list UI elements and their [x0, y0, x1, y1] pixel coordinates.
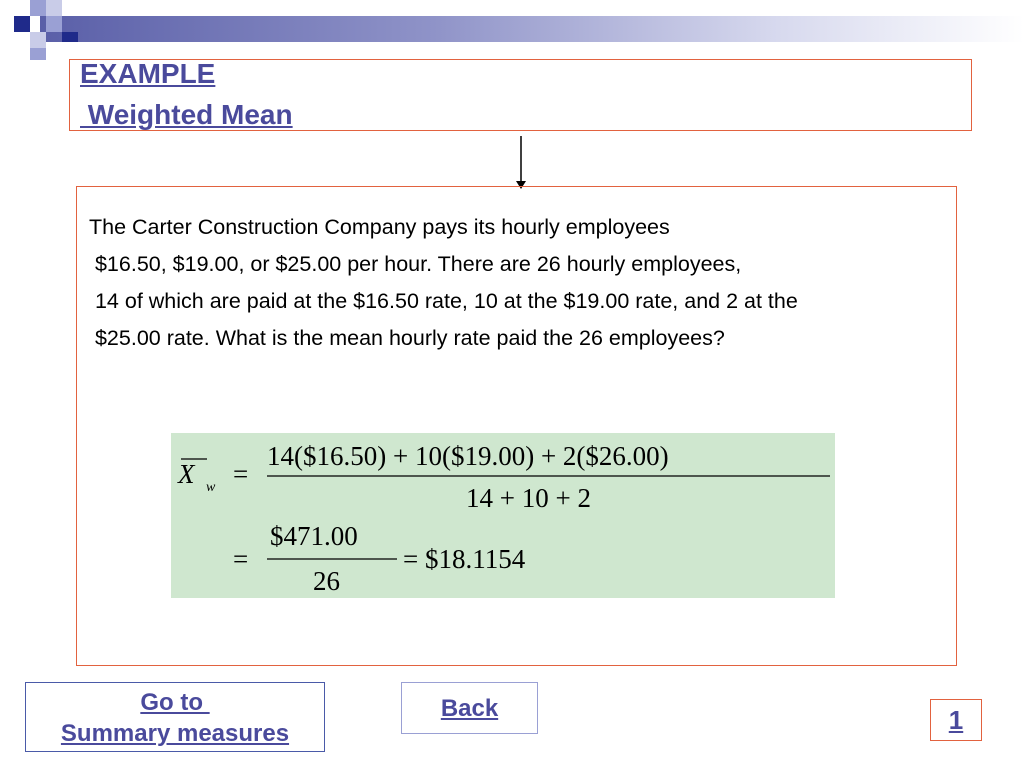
problem-text-line: $16.50, $19.00, or $25.00 per hour. There are 26 hourly employees,: [89, 252, 742, 276]
summary-button-line2: Summary measures: [60, 720, 290, 747]
deco-square: [30, 32, 46, 48]
step2-numerator: $471.00: [270, 521, 358, 551]
page-subtitle: Weighted Mean: [80, 99, 293, 130]
deco-square: [62, 32, 78, 42]
deco-square: [46, 0, 62, 16]
problem-text-line: $25.00 rate. What is the mean hourly rate paid the 26 employees?: [89, 326, 725, 350]
down-arrow-icon: [514, 136, 528, 190]
formula-panel: [171, 433, 835, 598]
deco-square: [30, 0, 46, 16]
x-symbol: X: [178, 459, 195, 489]
back-button-label: Back: [440, 695, 499, 722]
formula-numerator: 14($16.50) + 10($19.00) + 2($26.00): [267, 441, 669, 471]
back-button[interactable]: [401, 682, 538, 734]
equals-sign: =: [233, 459, 249, 489]
page-number-label: 1: [948, 705, 964, 735]
weighted-mean-formula: [171, 433, 835, 598]
formula-result: = $18.1154: [403, 544, 526, 574]
page-number[interactable]: [930, 699, 982, 741]
equals-sign: =: [233, 544, 249, 574]
deco-square: [30, 48, 46, 60]
page-title: EXAMPLE: [80, 58, 216, 89]
deco-square: [14, 16, 30, 32]
deco-square: [46, 16, 62, 32]
header-gradient-bar: [40, 16, 1024, 42]
w-subscript: w: [206, 480, 216, 495]
problem-text-line: 14 of which are paid at the $16.50 rate, 10 at the $19.00 rate, and 2 at the: [89, 289, 798, 313]
problem-text-line: The Carter Construction Company pays its hourly employees: [89, 215, 670, 239]
formula-denominator: 14 + 10 + 2: [466, 483, 591, 513]
summary-measures-button[interactable]: [25, 682, 325, 752]
summary-button-line1: Go to: [140, 689, 210, 716]
step2-denominator: 26: [313, 566, 340, 596]
